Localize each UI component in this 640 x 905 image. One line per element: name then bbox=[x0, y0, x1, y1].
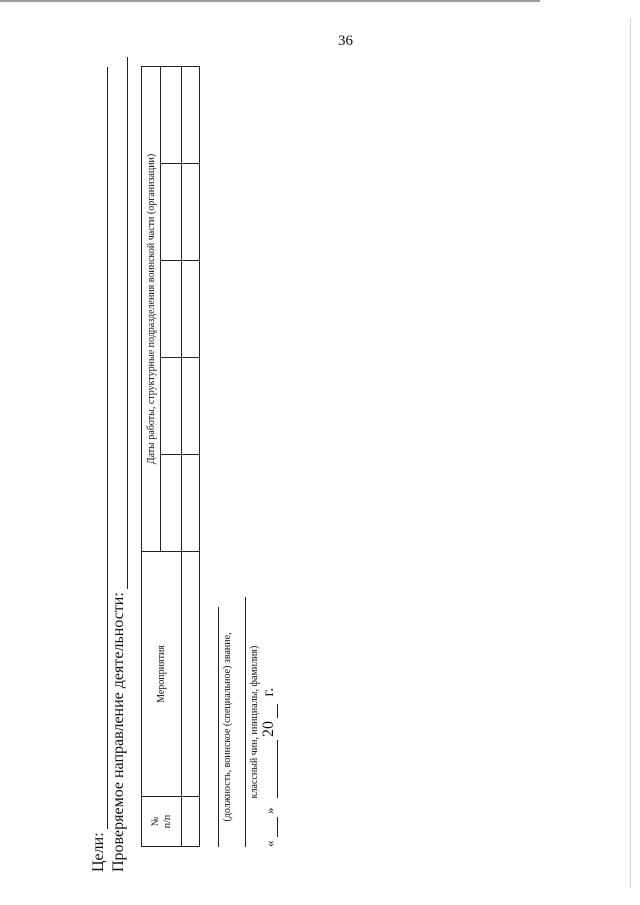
date-year-prefix: 20 bbox=[260, 721, 277, 737]
page-top-border bbox=[0, 0, 540, 2]
activity-table bbox=[141, 66, 200, 847]
signature-caption-1: (должность, воинское (специальное) звание, bbox=[222, 632, 233, 822]
direction-fill-line bbox=[111, 57, 128, 589]
table-cell bbox=[182, 797, 200, 847]
direction-field bbox=[108, 57, 128, 872]
table-cell bbox=[182, 261, 200, 358]
signature-block bbox=[208, 587, 288, 847]
date-suffix: г. bbox=[260, 687, 277, 697]
goals-field bbox=[88, 67, 108, 872]
table-cell bbox=[182, 552, 200, 797]
date-month-blank bbox=[263, 740, 278, 798]
header-dates-cell: Даты работы, структурные подразделения воинской части (организации) bbox=[142, 66, 161, 551]
page-number: 36 bbox=[338, 33, 353, 49]
date-column-1 bbox=[161, 455, 182, 552]
date-column-4 bbox=[161, 164, 182, 261]
signature-date bbox=[260, 587, 280, 847]
rotated-form-content bbox=[68, 57, 318, 872]
header-activities-cell: Мероприятия bbox=[142, 552, 182, 797]
header-number-cell bbox=[142, 797, 182, 847]
header-number-line2: п/п bbox=[161, 814, 173, 829]
date-column-3 bbox=[161, 261, 182, 358]
table-cell bbox=[182, 455, 200, 552]
date-close-quote: » bbox=[262, 807, 277, 814]
table-row bbox=[182, 66, 200, 846]
signature-caption-2: классный чин, инициалы, фамилия) bbox=[249, 645, 260, 799]
table-cell bbox=[182, 66, 200, 163]
signature-line-2 bbox=[245, 597, 246, 847]
table-header-row bbox=[142, 66, 161, 846]
page-right-border bbox=[630, 18, 631, 888]
goals-label: Цели: bbox=[90, 832, 107, 872]
direction-label: Проверяемое направление деятельности: bbox=[110, 592, 127, 872]
goals-fill-line bbox=[91, 67, 108, 829]
date-year-blank bbox=[263, 704, 278, 718]
date-column-5 bbox=[161, 66, 182, 163]
table-cell bbox=[182, 164, 200, 261]
header-number-line1: № bbox=[150, 816, 161, 827]
table-cell bbox=[182, 358, 200, 455]
date-day-blank bbox=[263, 817, 278, 837]
date-open-quote: « bbox=[262, 840, 277, 847]
date-column-2 bbox=[161, 358, 182, 455]
signature-line-1 bbox=[218, 607, 219, 847]
